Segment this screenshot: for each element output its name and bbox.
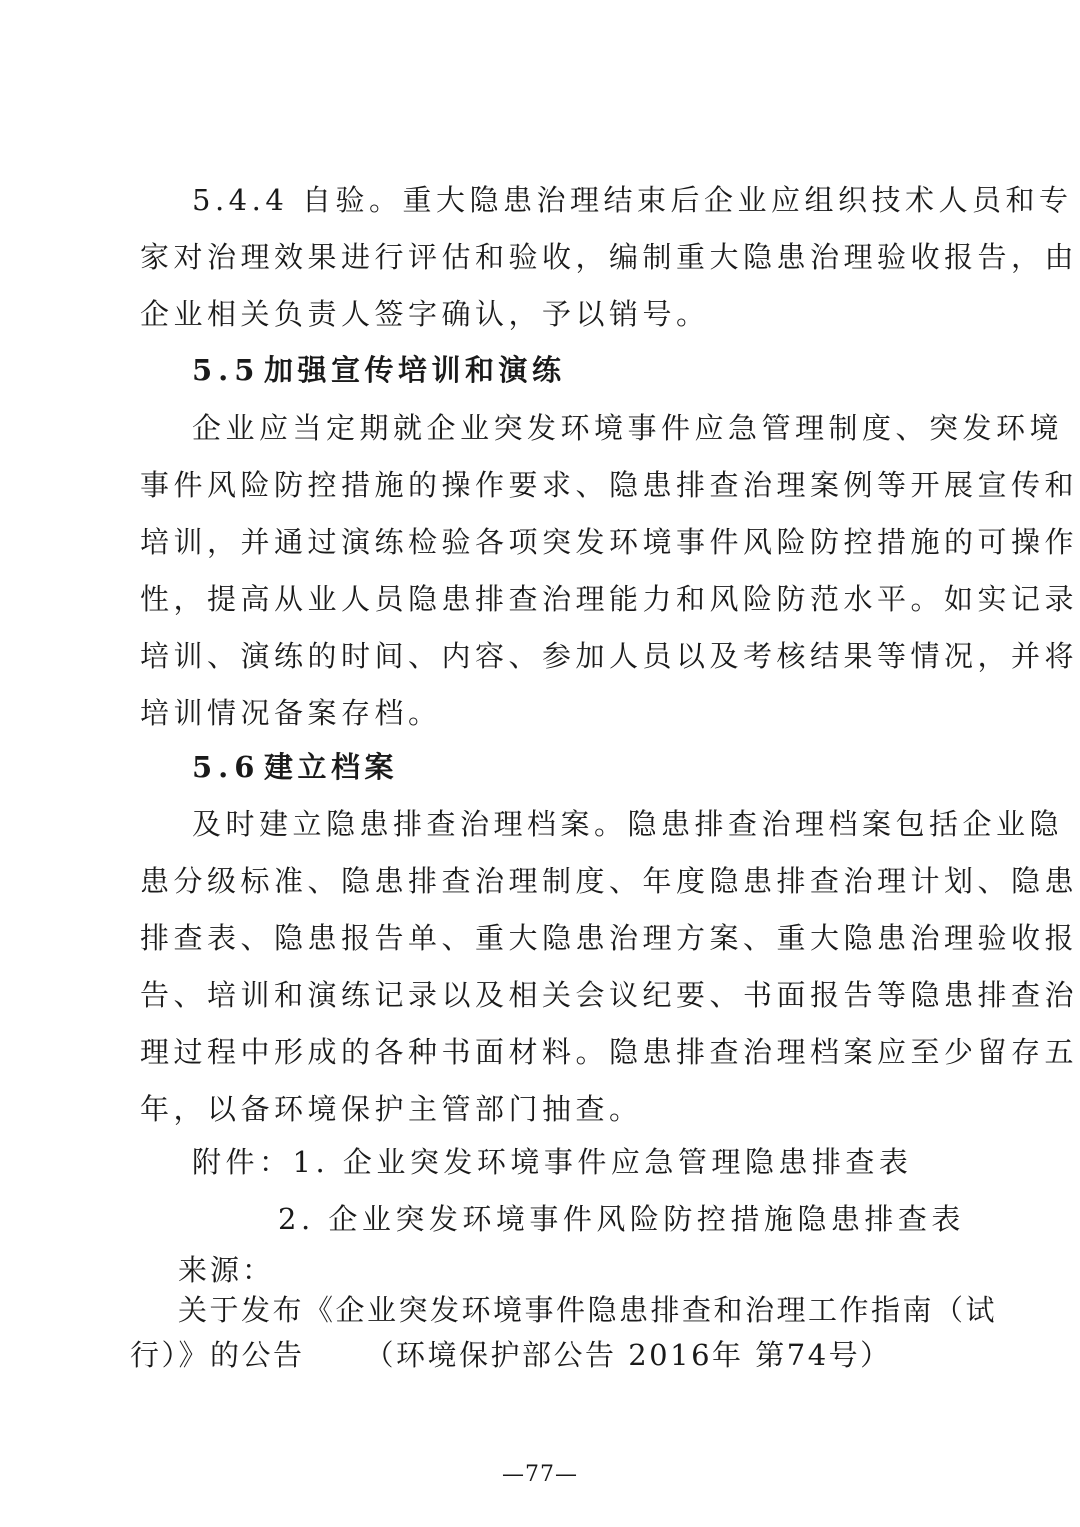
section-5-5-heading — [192, 350, 566, 390]
source-publication-number: （环境保护部公告 2016年 第74号） — [364, 1338, 892, 1372]
source-line-1: 关于发布《企业突发环境事件隐患排查和治理工作指南（试 — [178, 1293, 998, 1327]
paragraph-5-6-line-2: 患分级标准、隐患排查治理制度、年度隐患排查治理计划、隐患 — [140, 864, 1079, 898]
section-5-5-title: 加强宣传培训和演练 — [264, 353, 566, 387]
section-5-6-heading — [192, 747, 398, 787]
paragraph-5-5-line-2: 事件风险防控措施的操作要求、隐患排查治理案例等开展宣传和 — [140, 468, 1079, 502]
paragraph-5-4-4-line-3: 企业相关负责人签字确认，予以销号。 — [140, 297, 710, 331]
source-notice-title-end: 行）》的公告 — [130, 1338, 305, 1372]
source-line-2 — [130, 1335, 892, 1375]
paragraph-5-6-line-3: 排查表、隐患报告单、重大隐患治理方案、重大隐患治理验收报 — [140, 921, 1079, 955]
paragraph-5-5-line-3: 培训，并通过演练检验各项突发环境事件风险防控措施的可操作 — [140, 525, 1079, 559]
paragraph-5-5-line-1: 企业应当定期就企业突发环境事件应急管理制度、突发环境 — [192, 411, 1064, 445]
attachment-item-1: 附件：1. 企业突发环境事件应急管理隐患排查表 — [192, 1145, 913, 1179]
section-5-5-number: 5.5 — [192, 353, 261, 387]
paragraph-5-6-line-1: 及时建立隐患排查治理档案。隐患排查治理档案包括企业隐 — [192, 807, 1064, 841]
attachment-item-2: 2. 企业突发环境事件风险防控措施隐患排查表 — [278, 1202, 965, 1236]
section-5-6-title: 建立档案 — [264, 750, 399, 784]
paragraph-5-5-line-5: 培训、演练的时间、内容、参加人员以及考核结果等情况，并将 — [140, 639, 1079, 673]
paragraph-5-5-line-4: 性，提高从业人员隐患排查治理能力和风险防范水平。如实记录 — [140, 582, 1079, 616]
paragraph-5-4-4-line-2: 家对治理效果进行评估和验收，编制重大隐患治理验收报告，由 — [140, 240, 1079, 274]
paragraph-5-6-line-4: 告、培训和演练记录以及相关会议纪要、书面报告等隐患排查治 — [140, 978, 1079, 1012]
paragraph-5-6-line-6: 年，以备环境保护主管部门抽查。 — [140, 1092, 643, 1126]
paragraph-5-4-4-line-1: 5.4.4 自验。重大隐患治理结束后企业应组织技术人员和专 — [192, 183, 1073, 217]
paragraph-5-5-line-6: 培训情况备案存档。 — [140, 696, 442, 730]
section-5-6-number: 5.6 — [192, 750, 261, 784]
page-number: —77— — [502, 1462, 578, 1487]
paragraph-5-6-line-5: 理过程中形成的各种书面材料。隐患排查治理档案应至少留存五 — [140, 1035, 1079, 1069]
source-label: 来源： — [178, 1253, 275, 1287]
